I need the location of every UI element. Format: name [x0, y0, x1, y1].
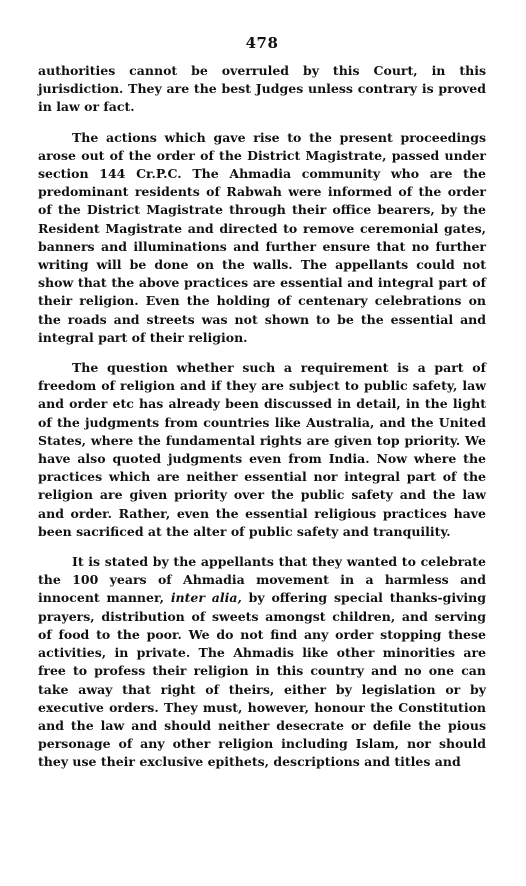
paragraph-actions: The actions which gave rise to the present proceedings arose out of the order of the District Magistrate, passed under section 144 Cr.P.C. The Ahmadia community who are the predominant residents of Rabwah were informed of the order of the District Magistrate through their office bearers, by the Resident Magistrate and directed to remove ceremonial gates, banners and illuminations and further ensure that no further writing will be done on the walls. The appellants could not show that the above practices are essential and integral part of their religion. Even the holding of centenary celebrations on the roads and streets was not shown to be the essential and integral part of their religion. — [38, 129, 486, 345]
paragraph-celebration-text-before: It is stated by the appellants that they wanted to celebrate the 100 years of Ahmadia movement in a harmless and innocent manner, — [38, 554, 486, 606]
paragraph-continuation: authorities cannot be overruled by this Court, in this jurisdiction. They are the best Judges unless contrary is proved in law or fact. — [38, 63, 486, 115]
paragraph-celebration-italic: inter alia, — [170, 590, 242, 606]
paragraph-celebration-text-after: by offering special thanks-giving prayers, distribution of sweets amongst children, and serving of food to the poor. We do not find any order stopping these activities, in private. The Ahmadis like other minorities are free to profess their religion in this country and no one can take away that right of theirs, either by legislation or by executive orders. They must, however, honour the Constitution and the law and should neither desecrate or defile the pious personage of any other religion including Islam, nor should they use their exclusive epithets, descriptions and titles and — [38, 590, 487, 770]
paragraph-question: The question whether such a requirement is a part of freedom of religion and if they are subject to public safety, law and order etc has already been discussed in detail, in the light of the judgments from countries like Australia, and the United States, where the fundamental rights are given top priority. We have also quoted judgments even from India. Now where the practices which are neither essential nor integral part of the religion are given priority over the public safety and the law and order. Rather, even the essential religious practices have been sacrificed at the alter of public safety and tranquility. — [38, 360, 486, 539]
document-page — [38, 34, 486, 784]
page-number: 478 — [245, 34, 279, 52]
paragraph-celebration — [38, 553, 486, 771]
